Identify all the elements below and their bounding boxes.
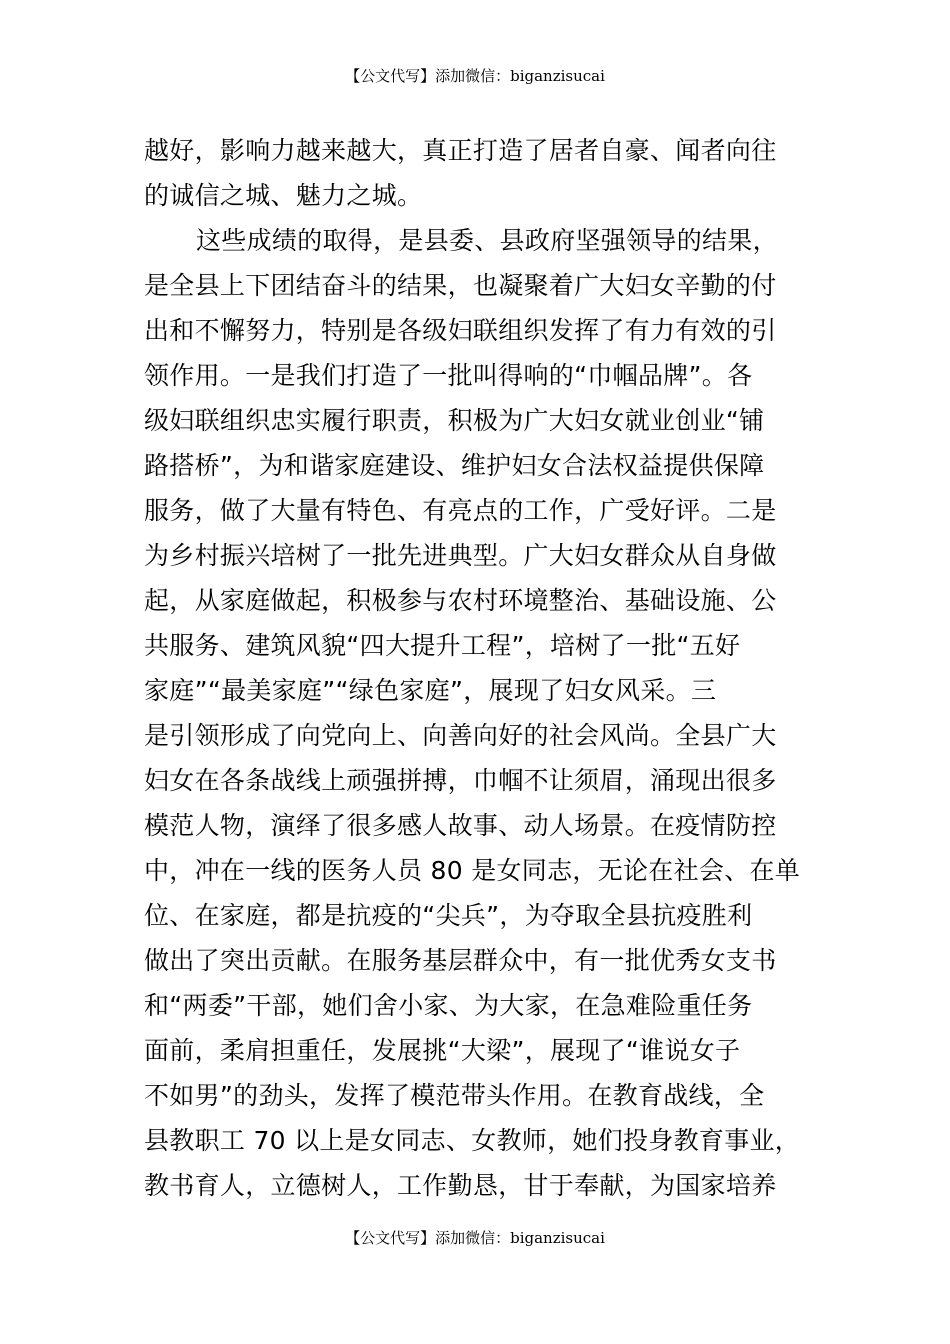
page-header: 【公文代写】添加微信：biganzisucai bbox=[345, 67, 605, 85]
text-line-24: 教书育人，立德树人，工作勤恳，甘于奉献，为国家培养 bbox=[144, 1171, 777, 1200]
text-line-12: 共服务、建筑风貌“四大提升工程”，培树了一批“五好 bbox=[144, 631, 741, 660]
text-line-22: 不如男”的劲头，发挥了模范带头作用。在教育战线，全 bbox=[144, 1081, 765, 1110]
text-line-5: 出和不懈努力，特别是各级妇联组织发挥了有力有效的引 bbox=[144, 316, 777, 345]
page-footer: 【公文代写】添加微信：biganzisucai bbox=[345, 1229, 605, 1247]
text-line-16: 模范人物，演绎了很多感人故事、动人场景。在疫情防控 bbox=[144, 811, 777, 840]
text-line-13: 家庭”“最美家庭”“绿色家庭”，展现了妇女风采。三 bbox=[144, 676, 717, 705]
text-line-3: 这些成绩的取得，是县委、县政府坚强领导的结果， bbox=[196, 226, 778, 255]
text-line-23: 县教职工 70 以上是女同志、女教师，她们投身教育事业， bbox=[144, 1126, 801, 1155]
text-line-19: 做出了突出贡献。在服务基层群众中，有一批优秀女支书 bbox=[144, 946, 777, 975]
text-line-17: 中，冲在一线的医务人员 80 是女同志，无论在社会、在单 bbox=[144, 856, 801, 885]
text-line-2: 的诚信之城、魅力之城。 bbox=[144, 181, 423, 210]
text-line-8: 路搭桥”，为和谐家庭建设、维护妇女合法权益提供保障 bbox=[144, 451, 765, 480]
text-line-14: 是引领形成了向党向上、向善向好的社会风尚。全县广大 bbox=[144, 721, 777, 750]
text-line-9: 服务，做了大量有特色、有亮点的工作，广受好评。二是 bbox=[144, 496, 777, 525]
text-line-1: 越好，影响力越来越大，真正打造了居者自豪、闻者向往 bbox=[144, 136, 777, 165]
text-line-15: 妇女在各条战线上顽强拼搏，巾帼不让须眉，涌现出很多 bbox=[144, 766, 777, 795]
text-line-11: 起，从家庭做起，积极参与农村环境整治、基础设施、公 bbox=[144, 586, 777, 615]
text-line-6: 领作用。一是我们打造了一批叫得响的“巾帼品牌”。各 bbox=[144, 361, 753, 390]
text-line-20: 和“两委”干部，她们舍小家、为大家，在急难险重任务 bbox=[144, 991, 753, 1020]
text-line-18: 位、在家庭，都是抗疫的“尖兵”，为夺取全县抗疫胜利 bbox=[144, 901, 753, 930]
text-line-21: 面前，柔肩担重任，发展挑“大梁”，展现了“谁说女子 bbox=[144, 1036, 741, 1065]
text-line-10: 为乡村振兴培树了一批先进典型。广大妇女群众从自身做 bbox=[144, 541, 777, 570]
body-text bbox=[144, 128, 808, 1208]
text-line-7: 级妇联组织忠实履行职责，积极为广大妇女就业创业“铺 bbox=[144, 406, 765, 435]
text-line-4: 是全县上下团结奋斗的结果，也凝聚着广大妇女辛勤的付 bbox=[144, 271, 777, 300]
